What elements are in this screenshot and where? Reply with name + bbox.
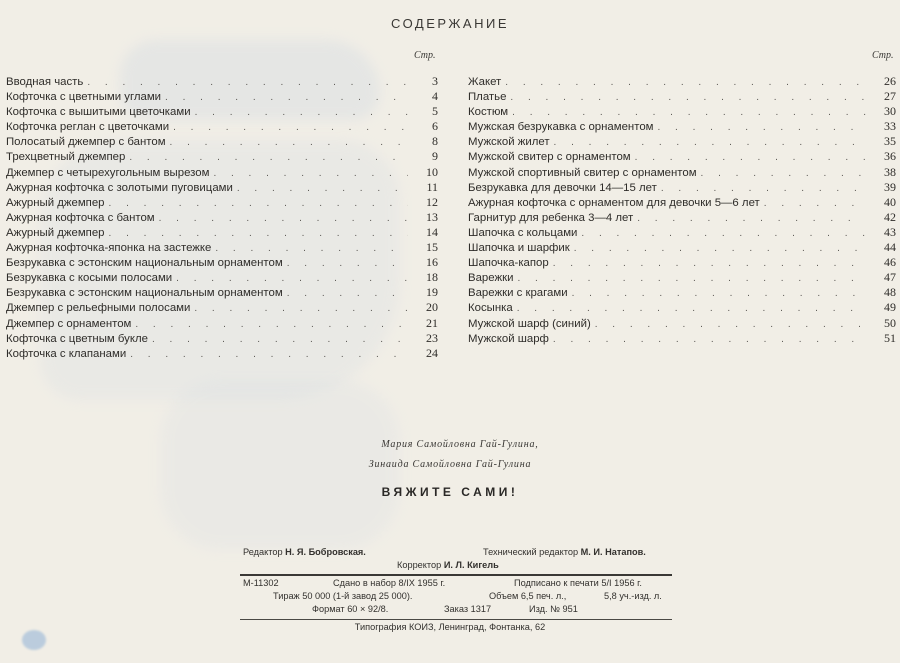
toc-entry-page: 44 [884, 240, 896, 255]
toc-entry-page: 12 [426, 194, 438, 209]
toc-entry-title: Безрукавка с эстонским национальным орнаментом [6, 287, 283, 300]
toc-entry-page: 10 [426, 164, 438, 179]
contents-heading: СОДЕРЖАНИЕ [390, 16, 509, 31]
toc-entry-page: 5 [432, 104, 438, 119]
dot-leader [553, 256, 866, 271]
tech-editor-credit [483, 547, 646, 557]
toc-entry-title: Кофточка с клапанами [6, 347, 127, 360]
toc-entry-title: Мужской свитер с орнаментом [468, 151, 631, 164]
toc-entry [6, 346, 438, 361]
toc-entry-page: 21 [426, 315, 438, 330]
dot-leader [505, 75, 866, 90]
toc-entry-title: Ажурный джемпер [6, 226, 105, 239]
proofreader-name: И. Л. Кигель [443, 560, 499, 570]
toc-entry-title: Гарнитур для ребенка 3—4 лет [468, 211, 634, 224]
toc-entry [468, 104, 896, 119]
dot-leader [553, 332, 866, 347]
toc-entry [468, 225, 896, 240]
dot-leader [701, 166, 866, 181]
dot-leader [195, 105, 408, 120]
toc-entry [6, 270, 438, 285]
toc-entry-page: 20 [426, 300, 438, 315]
dot-leader [637, 211, 866, 226]
dot-leader [129, 150, 408, 165]
toc-entry [468, 255, 896, 270]
dot-leader [510, 90, 866, 105]
toc-entry [6, 285, 438, 300]
toc-entry-title: Безрукавка с эстонским национальным орнаментом [6, 257, 283, 270]
toc-entry [6, 134, 438, 149]
toc-entry-page: 49 [884, 300, 896, 315]
toc-entry-title: Безрукавка для девочки 14—15 лет [468, 181, 657, 194]
dot-leader [595, 317, 866, 332]
editor-name: Н. Я. Бобровская. [285, 547, 366, 557]
toc-entry-title: Ажурная кофточка-японка на застежке [6, 242, 212, 255]
toc-entry [468, 210, 896, 225]
toc-entry-title: Кофточка с цветным букле [6, 332, 148, 345]
toc-entry-page: 8 [432, 134, 438, 149]
toc-entry [6, 180, 438, 195]
toc-entry-title: Ажурный джемпер [6, 196, 105, 209]
toc-entry [6, 255, 438, 270]
toc-entry-page: 16 [426, 255, 438, 270]
dot-leader [517, 271, 866, 286]
toc-entry-title: Кофточка реглан с цветочками [6, 121, 170, 134]
toc-entry-page: 36 [884, 149, 896, 164]
order-number: Заказ 1317 [444, 604, 492, 614]
toc-entry [468, 270, 896, 285]
dot-leader [581, 226, 866, 241]
toc-entry [6, 240, 438, 255]
toc-entry [6, 119, 438, 134]
author-name: Мария Самойловна Гай-Гулина, [381, 439, 539, 450]
toc-entry [468, 285, 896, 300]
imprint-rule-bottom [240, 619, 672, 620]
toc-entry-title: Ажурная кофточка с золотыми пуговицами [6, 181, 233, 194]
toc-entry-title: Кофточка с вышитыми цветочками [6, 106, 191, 119]
dot-leader [764, 196, 866, 211]
toc-entry-page: 40 [884, 194, 896, 209]
toc-entry-page: 13 [426, 209, 438, 224]
dot-leader [173, 120, 408, 135]
toc-entry-page: 43 [884, 224, 896, 239]
toc-entry [468, 316, 896, 331]
tech-editor-label: Технический редактор [483, 547, 579, 557]
toc-entry-page: 24 [426, 345, 438, 360]
toc-entry-title: Костюм [468, 106, 509, 119]
toc-entry-page: 26 [884, 74, 896, 88]
dot-leader [657, 120, 866, 135]
dot-leader [130, 347, 408, 362]
dot-leader [237, 181, 408, 196]
toc-entry-page: 46 [884, 255, 896, 270]
toc-entry-page: 23 [426, 330, 438, 345]
volume-sheets: Объем 6,5 печ. л., [489, 591, 567, 601]
toc-entry-title: Косынка [468, 302, 513, 315]
toc-entry-title: Варежки с крагами [468, 287, 568, 300]
toc-entry-page: 47 [884, 270, 896, 285]
sent-to-set: Сдано в набор 8/IX 1955 г. [333, 578, 446, 588]
toc-entry-title: Джемпер с орнаментом [6, 317, 132, 330]
author-name: Зинаида Самойловна Гай-Гулина [368, 459, 532, 470]
toc-entry-title: Мужской шарф [468, 332, 549, 345]
dot-leader [635, 150, 866, 165]
toc-entry-title: Варежки [468, 272, 514, 285]
format: Формат 60 × 92/8. [312, 604, 389, 614]
toc-entry-page: 48 [884, 285, 896, 300]
dot-leader [572, 286, 866, 301]
toc-entry [6, 165, 438, 180]
dot-leader [152, 332, 408, 347]
toc-entry [6, 210, 438, 225]
dot-leader [159, 211, 408, 226]
toc-entry [468, 300, 896, 315]
volume-publ: 5,8 уч.-изд. л. [604, 591, 662, 601]
toc-entry [468, 119, 896, 134]
editor-credit [243, 547, 366, 557]
toc-entry-title: Безрукавка с косыми полосами [6, 272, 173, 285]
toc-entry [468, 134, 896, 149]
toc-entry [6, 300, 438, 315]
toc-entry-title: Трехцветный джемпер [6, 151, 126, 164]
toc-entry-page: 3 [432, 74, 438, 88]
dot-leader [194, 301, 408, 316]
printer-info: Типография КОИЗ, Ленинград, Фонтанка, 62 [354, 622, 546, 632]
toc-entry-title: Джемпер с четырехугольным вырезом [6, 166, 210, 179]
plan-code: М-11302 [243, 578, 279, 588]
toc-entry-page: 14 [426, 224, 438, 239]
dot-leader [135, 317, 408, 332]
toc-entry-title: Ажурная кофточка с бантом [6, 211, 155, 224]
toc-entry-title: Мужской жилет [468, 136, 550, 149]
toc-entry-title: Кофточка с цветными углами [6, 91, 162, 104]
dot-leader [109, 196, 408, 211]
toc-entry [6, 316, 438, 331]
toc-entry [468, 331, 896, 346]
toc-entry [6, 104, 438, 119]
toc-entry-page: 33 [884, 119, 896, 134]
dot-leader [574, 241, 866, 256]
dot-leader [215, 241, 408, 256]
toc-entry [468, 74, 896, 89]
imprint-rule-top [240, 574, 672, 576]
dot-leader [87, 75, 408, 90]
toc-entry-page: 30 [884, 104, 896, 119]
toc-entry-title: Мужской шарф (синий) [468, 317, 591, 330]
editor-label: Редактор [243, 547, 283, 557]
toc-entry-page: 15 [426, 240, 438, 255]
toc-entry [468, 149, 896, 164]
toc-entry-page: 39 [884, 179, 896, 194]
toc-entry-title: Мужской спортивный свитер с орнаментом [468, 166, 697, 179]
dot-leader [109, 226, 408, 241]
toc-entry-title: Шапочка и шарфик [468, 242, 570, 255]
toc-entry-title: Полосатый джемпер с бантом [6, 136, 166, 149]
toc-entry [6, 74, 438, 89]
toc-entry-page: 50 [884, 315, 896, 330]
toc-entry [6, 149, 438, 164]
dot-leader [176, 271, 408, 286]
toc-entry [6, 331, 438, 346]
dot-leader [661, 181, 866, 196]
toc-entry-title: Платье [468, 91, 507, 104]
toc-entry-page: 51 [884, 330, 896, 345]
dot-leader [554, 135, 866, 150]
toc-entry [468, 195, 896, 210]
dot-leader [517, 301, 866, 316]
print-run: Тираж 50 000 (1-й завод 25 000). [273, 591, 413, 601]
dot-leader [213, 166, 408, 181]
toc-entry-page: 35 [884, 134, 896, 149]
toc-entry-page: 18 [426, 270, 438, 285]
toc-entry-title: Вводная часть [6, 76, 84, 88]
toc-entry [468, 180, 896, 195]
proofreader-label: Корректор [397, 560, 442, 570]
toc-entry-title: Мужская безрукавка с орнаментом [468, 121, 654, 134]
toc-entry-page: 11 [426, 179, 438, 194]
book-title: ВЯЖИТЕ САМИ! [381, 485, 519, 499]
dot-leader [287, 256, 408, 271]
toc-entry [6, 225, 438, 240]
toc-entry-page: 38 [884, 164, 896, 179]
toc-entry-page: 27 [884, 89, 896, 104]
signed-to-print: Подписано к печати 5/I 1956 г. [514, 578, 642, 588]
toc-entry-title: Шапочка-капор [468, 257, 549, 270]
toc-entry-title: Жакет [468, 76, 502, 88]
toc-entry-title: Шапочка с кольцами [468, 226, 578, 239]
contents-list-right [468, 74, 896, 346]
toc-entry-title: Джемпер с рельефными полосами [6, 302, 191, 315]
toc-entry-page: 42 [884, 209, 896, 224]
toc-entry-title: Ажурная кофточка с орнаментом для девочки 5—6 лет [468, 196, 760, 209]
toc-entry [468, 240, 896, 255]
publication-number: Изд. № 951 [529, 604, 578, 614]
toc-entry [6, 195, 438, 210]
dot-leader [170, 135, 408, 150]
toc-entry-page: 4 [432, 89, 438, 104]
dot-leader [287, 286, 408, 301]
contents-list-left [6, 74, 438, 361]
toc-entry-page: 19 [426, 285, 438, 300]
page-column-label-right: Стр. [872, 50, 894, 61]
toc-entry [468, 89, 896, 104]
dot-leader [165, 90, 408, 105]
toc-entry-page: 9 [432, 149, 438, 164]
tech-editor-name: М. И. Натапов. [580, 547, 646, 557]
toc-entry [6, 89, 438, 104]
dot-leader [512, 105, 866, 120]
ink-blot [22, 630, 46, 650]
toc-entry [468, 165, 896, 180]
page-column-label-left: Стр. [414, 50, 436, 61]
toc-entry-page: 6 [432, 119, 438, 134]
proofreader-credit [397, 560, 499, 570]
